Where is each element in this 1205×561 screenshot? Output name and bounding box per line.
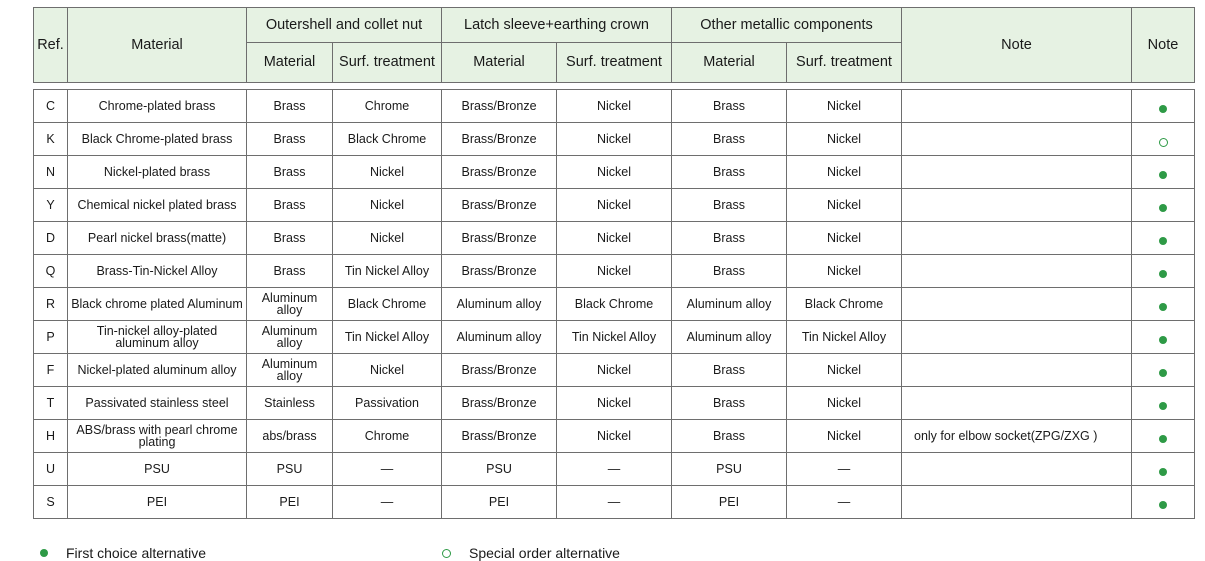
header-outershell: Outershell and collet nut — [247, 8, 442, 43]
outershell-material-cell: Brass — [247, 156, 333, 189]
latch-material-cell: Brass/Bronze — [442, 387, 557, 420]
note-cell — [902, 321, 1132, 354]
outershell-material-cell: Brass — [247, 90, 333, 123]
choice-cell — [1132, 90, 1195, 123]
latch-surf-cell: Nickel — [557, 387, 672, 420]
subheader-surf-treatment: Surf. treatment — [787, 43, 902, 83]
material-cell: Black chrome plated Aluminum — [68, 288, 247, 321]
outershell-material-cell: Stainless — [247, 387, 333, 420]
header-note-choice: Note — [1132, 8, 1195, 83]
subheader-material: Material — [247, 43, 333, 83]
other-surf-cell: Nickel — [787, 387, 902, 420]
ref-cell: R — [34, 288, 68, 321]
outershell-surf-cell: Black Chrome — [333, 288, 442, 321]
outershell-surf-cell: Passivation — [333, 387, 442, 420]
other-material-cell: Brass — [672, 156, 787, 189]
table-row — [34, 420, 1195, 453]
table-row — [34, 387, 1195, 420]
material-cell: PEI — [68, 486, 247, 519]
choice-cell — [1132, 486, 1195, 519]
other-surf-cell: — — [787, 486, 902, 519]
choice-cell — [1132, 453, 1195, 486]
header-latch-sleeve: Latch sleeve+earthing crown — [442, 8, 672, 43]
latch-surf-cell: Nickel — [557, 90, 672, 123]
note-cell — [902, 387, 1132, 420]
other-material-cell: Brass — [672, 420, 787, 453]
other-surf-cell: Nickel — [787, 354, 902, 387]
material-cell: Chemical nickel plated brass — [68, 189, 247, 222]
choice-cell — [1132, 156, 1195, 189]
filled-dot-icon — [1159, 369, 1167, 377]
latch-material-cell: Aluminum alloy — [442, 288, 557, 321]
filled-dot-icon — [1159, 204, 1167, 212]
outershell-material-cell: Brass — [247, 123, 333, 156]
latch-surf-cell: — — [557, 453, 672, 486]
outershell-material-cell: Aluminum alloy — [247, 354, 333, 387]
choice-cell — [1132, 255, 1195, 288]
ref-cell: Q — [34, 255, 68, 288]
ref-cell: U — [34, 453, 68, 486]
latch-material-cell: Aluminum alloy — [442, 321, 557, 354]
latch-material-cell: PEI — [442, 486, 557, 519]
filled-dot-icon — [1159, 501, 1167, 509]
other-material-cell: Aluminum alloy — [672, 321, 787, 354]
other-material-cell: Brass — [672, 387, 787, 420]
table-row — [34, 354, 1195, 387]
subheader-surf-treatment: Surf. treatment — [333, 43, 442, 83]
table-row — [34, 453, 1195, 486]
table-body — [34, 90, 1195, 519]
other-surf-cell: Nickel — [787, 255, 902, 288]
hollow-dot-icon — [1159, 138, 1168, 147]
outershell-material-cell: Brass — [247, 222, 333, 255]
material-cell: Nickel-plated brass — [68, 156, 247, 189]
ref-cell: F — [34, 354, 68, 387]
note-cell — [902, 288, 1132, 321]
latch-material-cell: PSU — [442, 453, 557, 486]
outershell-surf-cell: Tin Nickel Alloy — [333, 321, 442, 354]
latch-material-cell: Brass/Bronze — [442, 420, 557, 453]
note-cell — [902, 156, 1132, 189]
other-surf-cell: Nickel — [787, 90, 902, 123]
latch-surf-cell: Tin Nickel Alloy — [557, 321, 672, 354]
material-cell: Nickel-plated aluminum alloy — [68, 354, 247, 387]
other-material-cell: Brass — [672, 90, 787, 123]
material-cell: ABS/brass with pearl chrome plating — [68, 420, 247, 453]
latch-surf-cell: Nickel — [557, 420, 672, 453]
header-note: Note — [902, 8, 1132, 83]
outershell-material-cell: PEI — [247, 486, 333, 519]
other-surf-cell: Tin Nickel Alloy — [787, 321, 902, 354]
ref-cell: Y — [34, 189, 68, 222]
table-row — [34, 321, 1195, 354]
outershell-surf-cell: — — [333, 453, 442, 486]
other-surf-cell: Black Chrome — [787, 288, 902, 321]
table-row — [34, 90, 1195, 123]
subheader-material: Material — [672, 43, 787, 83]
outershell-surf-cell: — — [333, 486, 442, 519]
note-cell: only for elbow socket(ZPG/ZXG ) — [902, 420, 1132, 453]
choice-cell — [1132, 354, 1195, 387]
filled-dot-icon — [1159, 402, 1167, 410]
other-surf-cell: — — [787, 453, 902, 486]
choice-cell — [1132, 222, 1195, 255]
outershell-material-cell: Brass — [247, 189, 333, 222]
latch-material-cell: Brass/Bronze — [442, 90, 557, 123]
materials-table — [33, 7, 1195, 519]
other-material-cell: Brass — [672, 354, 787, 387]
outershell-surf-cell: Nickel — [333, 354, 442, 387]
table-row — [34, 189, 1195, 222]
latch-material-cell: Brass/Bronze — [442, 123, 557, 156]
table-row — [34, 486, 1195, 519]
choice-cell — [1132, 123, 1195, 156]
ref-cell: H — [34, 420, 68, 453]
other-material-cell: PSU — [672, 453, 787, 486]
latch-surf-cell: Nickel — [557, 189, 672, 222]
other-material-cell: Aluminum alloy — [672, 288, 787, 321]
note-cell — [902, 189, 1132, 222]
other-material-cell: Brass — [672, 189, 787, 222]
latch-surf-cell: Nickel — [557, 222, 672, 255]
ref-cell: P — [34, 321, 68, 354]
filled-dot-icon — [1159, 237, 1167, 245]
other-surf-cell: Nickel — [787, 420, 902, 453]
table-row — [34, 156, 1195, 189]
legend-first-label: First choice alternative — [66, 545, 207, 561]
filled-dot-icon — [1159, 270, 1167, 278]
subheader-surf-treatment: Surf. treatment — [557, 43, 672, 83]
note-cell — [902, 255, 1132, 288]
outershell-material-cell: PSU — [247, 453, 333, 486]
material-cell: Pearl nickel brass(matte) — [68, 222, 247, 255]
filled-dot-icon — [1159, 468, 1167, 476]
table-row — [34, 288, 1195, 321]
outershell-material-cell: Aluminum alloy — [247, 288, 333, 321]
header-ref: Ref. — [34, 8, 68, 83]
choice-cell — [1132, 288, 1195, 321]
hollow-dot-icon — [442, 549, 451, 558]
ref-cell: T — [34, 387, 68, 420]
table-row — [34, 123, 1195, 156]
legend-special-order — [442, 545, 620, 561]
filled-dot-icon — [1159, 171, 1167, 179]
other-surf-cell: Nickel — [787, 222, 902, 255]
other-material-cell: PEI — [672, 486, 787, 519]
outershell-surf-cell: Nickel — [333, 156, 442, 189]
latch-material-cell: Brass/Bronze — [442, 156, 557, 189]
material-cell: Chrome-plated brass — [68, 90, 247, 123]
latch-material-cell: Brass/Bronze — [442, 255, 557, 288]
note-cell — [902, 453, 1132, 486]
other-surf-cell: Nickel — [787, 189, 902, 222]
other-material-cell: Brass — [672, 222, 787, 255]
note-cell — [902, 90, 1132, 123]
materials-table-wrapper — [33, 7, 1194, 519]
outershell-surf-cell: Black Chrome — [333, 123, 442, 156]
latch-surf-cell: Nickel — [557, 123, 672, 156]
filled-dot-icon — [1159, 303, 1167, 311]
header-material: Material — [68, 8, 247, 83]
choice-cell — [1132, 321, 1195, 354]
material-cell: PSU — [68, 453, 247, 486]
material-cell: Passivated stainless steel — [68, 387, 247, 420]
material-cell: Brass-Tin-Nickel Alloy — [68, 255, 247, 288]
outershell-surf-cell: Chrome — [333, 90, 442, 123]
material-cell: Black Chrome-plated brass — [68, 123, 247, 156]
subheader-material: Material — [442, 43, 557, 83]
latch-material-cell: Brass/Bronze — [442, 189, 557, 222]
other-material-cell: Brass — [672, 123, 787, 156]
filled-dot-icon — [40, 549, 48, 557]
choice-cell — [1132, 189, 1195, 222]
latch-surf-cell: Black Chrome — [557, 288, 672, 321]
material-cell: Tin-nickel alloy-plated aluminum alloy — [68, 321, 247, 354]
outershell-surf-cell: Nickel — [333, 189, 442, 222]
ref-cell: N — [34, 156, 68, 189]
ref-cell: D — [34, 222, 68, 255]
other-surf-cell: Nickel — [787, 123, 902, 156]
outershell-surf-cell: Chrome — [333, 420, 442, 453]
table-header — [34, 8, 1195, 83]
outershell-material-cell: Brass — [247, 255, 333, 288]
note-cell — [902, 222, 1132, 255]
table-row — [34, 222, 1195, 255]
outershell-surf-cell: Tin Nickel Alloy — [333, 255, 442, 288]
ref-cell: S — [34, 486, 68, 519]
choice-cell — [1132, 387, 1195, 420]
latch-surf-cell: Nickel — [557, 354, 672, 387]
filled-dot-icon — [1159, 435, 1167, 443]
latch-surf-cell: — — [557, 486, 672, 519]
table-row — [34, 255, 1195, 288]
choice-cell — [1132, 420, 1195, 453]
note-cell — [902, 486, 1132, 519]
outershell-material-cell: abs/brass — [247, 420, 333, 453]
latch-material-cell: Brass/Bronze — [442, 222, 557, 255]
other-material-cell: Brass — [672, 255, 787, 288]
legend-first-choice — [40, 545, 206, 561]
header-other-metallic: Other metallic components — [672, 8, 902, 43]
outershell-surf-cell: Nickel — [333, 222, 442, 255]
ref-cell: K — [34, 123, 68, 156]
ref-cell: C — [34, 90, 68, 123]
filled-dot-icon — [1159, 336, 1167, 344]
note-cell — [902, 354, 1132, 387]
latch-surf-cell: Nickel — [557, 156, 672, 189]
note-cell — [902, 123, 1132, 156]
filled-dot-icon — [1159, 105, 1167, 113]
legend-special-label: Special order alternative — [469, 545, 620, 561]
other-surf-cell: Nickel — [787, 156, 902, 189]
outershell-material-cell: Aluminum alloy — [247, 321, 333, 354]
latch-surf-cell: Nickel — [557, 255, 672, 288]
latch-material-cell: Brass/Bronze — [442, 354, 557, 387]
